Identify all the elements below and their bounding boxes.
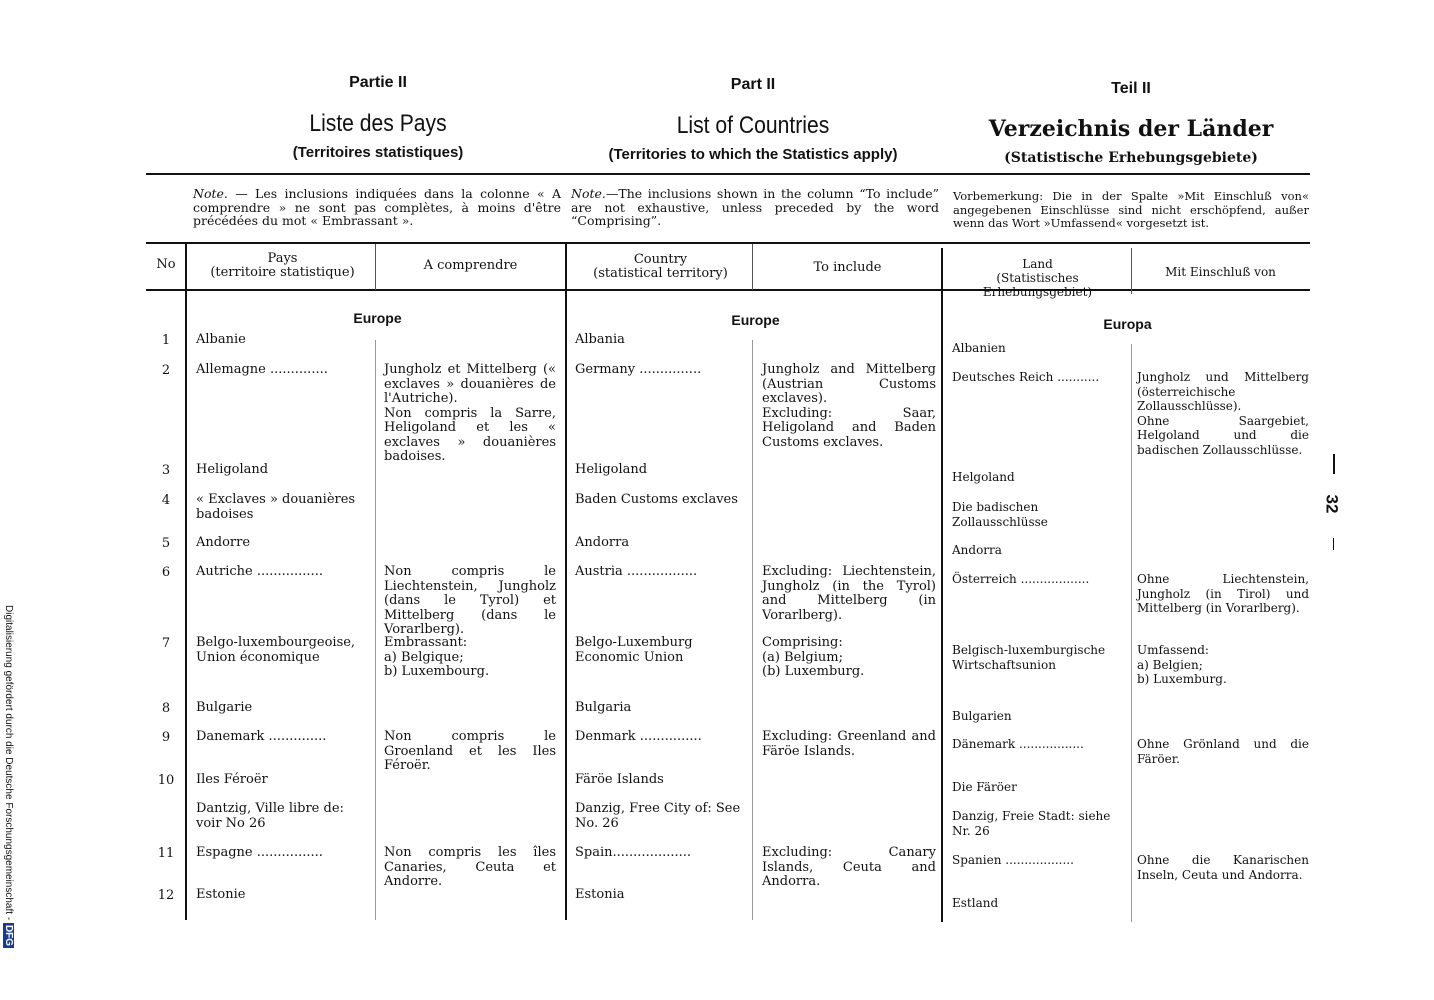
cell-de-incl: Jungholz und Mittelberg (österreichische Zollausschlüsse). Ohne Saargebiet, Helgoland und die badischen Zollausschlüsse. [1137,370,1309,457]
row-number: 7 [161,636,171,651]
cell-fr: Iles Féroër [196,772,268,787]
cell-fr: Allemagne .............. [196,362,328,377]
col-no-header: No [156,257,176,272]
col-de-country-header: Land (Statistisches Erhebungsgebiet) [982,257,1093,299]
cell-fr-incl: Non compris le Groenland et les Iles Féroër. [384,729,556,773]
cell-de: Danzig, Freie Stadt: siehe Nr. 26 [952,809,1111,838]
cell-en: Danzig, Free City of: See No. 26 [575,801,741,831]
cell-fr-incl: Embrassant: a) Belgique; b) Luxembourg. [384,635,490,679]
dfg-logo: DFG [3,924,14,947]
table-top-rule [146,242,1310,244]
row-number: 12 [157,888,175,903]
en-note [571,187,939,228]
cell-en: Baden Customs exclaves [575,492,738,507]
cell-de-incl: Ohne die Kanarischen Inseln, Ceuta und Andorra. [1137,853,1309,882]
cell-de-incl: Umfassend: a) Belgien; b) Luxemburg. [1137,643,1227,686]
row-number: 9 [161,730,171,745]
vrule-en [752,340,753,920]
cell-de-incl: Ohne Liechtenstein, Jungholz (in Tirol) und Mittelberg (in Vorarlberg). [1137,572,1309,615]
cell-en-incl: Excluding: Liechtenstein, Jungholz (in the Tyrol) and Mittelberg (in Vorarlberg). [762,564,936,623]
cell-de: Helgoland [952,470,1015,484]
col-de-incl-header: Mit Einschluß von [1165,265,1276,279]
cell-en: Denmark ............... [575,729,702,744]
cell-en: Andorra [575,535,630,550]
col-en-incl-header: To include [813,260,882,275]
cell-en: Estonia [575,887,625,902]
row-number: 3 [161,463,171,478]
row-number: 4 [161,493,171,508]
table-header-rule [146,289,1310,291]
row-number: 6 [161,565,171,580]
cell-fr: Heligoland [196,462,269,477]
cell-en: Heligoland [575,462,648,477]
fr-note [193,187,561,228]
en-subtitle: (Territories to which the Statistics apply) [608,146,898,163]
cell-fr-incl: Non compris le Liechtenstein, Jungholz (dans le Tyrol) et Mittelberg (dans le Vorarlberg). [384,564,556,637]
en-title: List of Countries [676,112,830,139]
de-note: Vorbemerkung: Die in der Spalte »Mit Einschluß von« angegebenen Einschlüsse sind nicht erschöpfend, außer wenn das Wort »Umfassend« vorgesetzt ist. [953,189,1309,230]
row-number: 2 [161,363,171,378]
vrule-en-de [941,248,943,922]
cell-en: Färöe Islands [575,772,664,787]
fr-part-label: Partie II [349,74,407,91]
cell-de: Die badischen Zollausschlüsse [952,500,1048,529]
margin-mark-top [1333,454,1335,474]
region-fr: Europe [353,310,402,326]
cell-fr: Andorre [196,535,251,550]
fr-note-label: Note. [193,186,228,201]
cell-de: Deutsches Reich ........... [952,370,1100,384]
vrule-de-head [1131,248,1132,294]
cell-en-incl: Excluding: Canary Islands, Ceuta and Andorra. [762,845,936,889]
cell-de: Die Färöer [952,780,1017,794]
cell-fr: Estonie [196,887,246,902]
page-number: 32 [1322,494,1342,514]
cell-de: Andorra [952,543,1002,557]
cell-fr: « Exclaves » douanières badoises [196,492,356,522]
region-de: Europa [1103,316,1152,332]
cell-en-incl: Comprising: (a) Belgium; (b) Luxemburg. [762,635,865,679]
cell-en: Belgo-Luxemburg Economic Union [575,635,693,665]
cell-de-incl: Ohne Grönland und die Färöer. [1137,737,1309,766]
col-fr-incl-header: A comprendre [423,258,518,273]
fr-title: Liste des Pays [309,110,447,137]
fr-subtitle: (Territoires statistiques) [292,144,464,161]
vrule-fr-en [565,244,567,920]
de-part-label: Teil II [1111,80,1151,97]
row-number: 1 [161,333,171,348]
vrule-fr [375,340,376,920]
cell-fr: Espagne ................ [196,845,323,860]
cell-fr: Danemark .............. [196,729,327,744]
digitization-credit-text: Digitalisierung gefördert durch die Deutsche Forschungsgemeinschaft - [3,605,14,921]
cell-en: Spain................... [575,845,692,860]
cell-de: Albanien [952,341,1006,355]
row-number: 11 [157,846,175,861]
en-note-label: Note. [571,186,606,201]
cell-de: Estland [952,896,999,910]
col-fr-country-header: Pays (territoire statistique) [210,251,355,280]
cell-fr: Dantzig, Ville libre de: voir No 26 [196,801,344,831]
cell-en-incl: Excluding: Greenland and Färöe Islands. [762,729,936,759]
cell-de: Dänemark ................. [952,737,1084,751]
cell-fr: Albanie [196,332,246,347]
cell-de: Bulgarien [952,709,1012,723]
cell-fr: Autriche ................ [196,564,323,579]
cell-de: Österreich .................. [952,572,1090,586]
cell-en-incl: Jungholz and Mittelberg (Austrian Customs exclaves). Excluding: Saar, Heligoland and Baden Customs exclaves. [762,362,936,450]
cell-fr: Belgo-luxembourgeoise, Union économique [196,635,356,665]
en-part-label: Part II [730,76,776,93]
fr-note-text: — Les inclusions indiquées dans la colonne « A comprendre » ne sont pas complètes, à moins d'être précédées du mot « Embrassant ». [193,186,561,228]
cell-en: Austria ................. [575,564,698,579]
cell-en: Bulgaria [575,700,632,715]
row-number: 10 [157,773,175,788]
row-number: 5 [161,536,171,551]
digitization-credit [3,605,14,948]
vrule-de [1131,344,1132,922]
de-title: Verzeichnis der Länder [988,116,1274,142]
cell-fr-incl: Non compris les îles Canaries, Ceuta et Andorre. [384,845,556,889]
cell-de: Belgisch-luxemburgische Wirtschaftsunion [952,643,1106,672]
en-note-text: —The inclusions shown in the column “To include” are not exhaustive, unless preceded by the word “Comprising”. [571,186,939,228]
cell-en: Albania [575,332,625,347]
de-subtitle: (Statistische Erhebungsgebiete) [1004,150,1258,166]
cell-de: Spanien .................. [952,853,1074,867]
row-number: 8 [161,701,171,716]
cell-fr: Bulgarie [196,700,253,715]
cell-fr-incl: Jungholz et Mittelberg (« exclaves » douanières de l'Autriche). Non compris la Sarre, Heligoland et les « exclaves » douanières badoises. [384,362,556,464]
vrule-fr-head [375,244,376,290]
col-en-country-header: Country (statistical territory) [593,252,728,281]
margin-mark-bottom [1333,538,1334,550]
cell-en: Germany ............... [575,362,702,377]
header-rule [146,173,1310,175]
region-en: Europe [731,312,780,328]
vrule-en-head [752,244,753,290]
